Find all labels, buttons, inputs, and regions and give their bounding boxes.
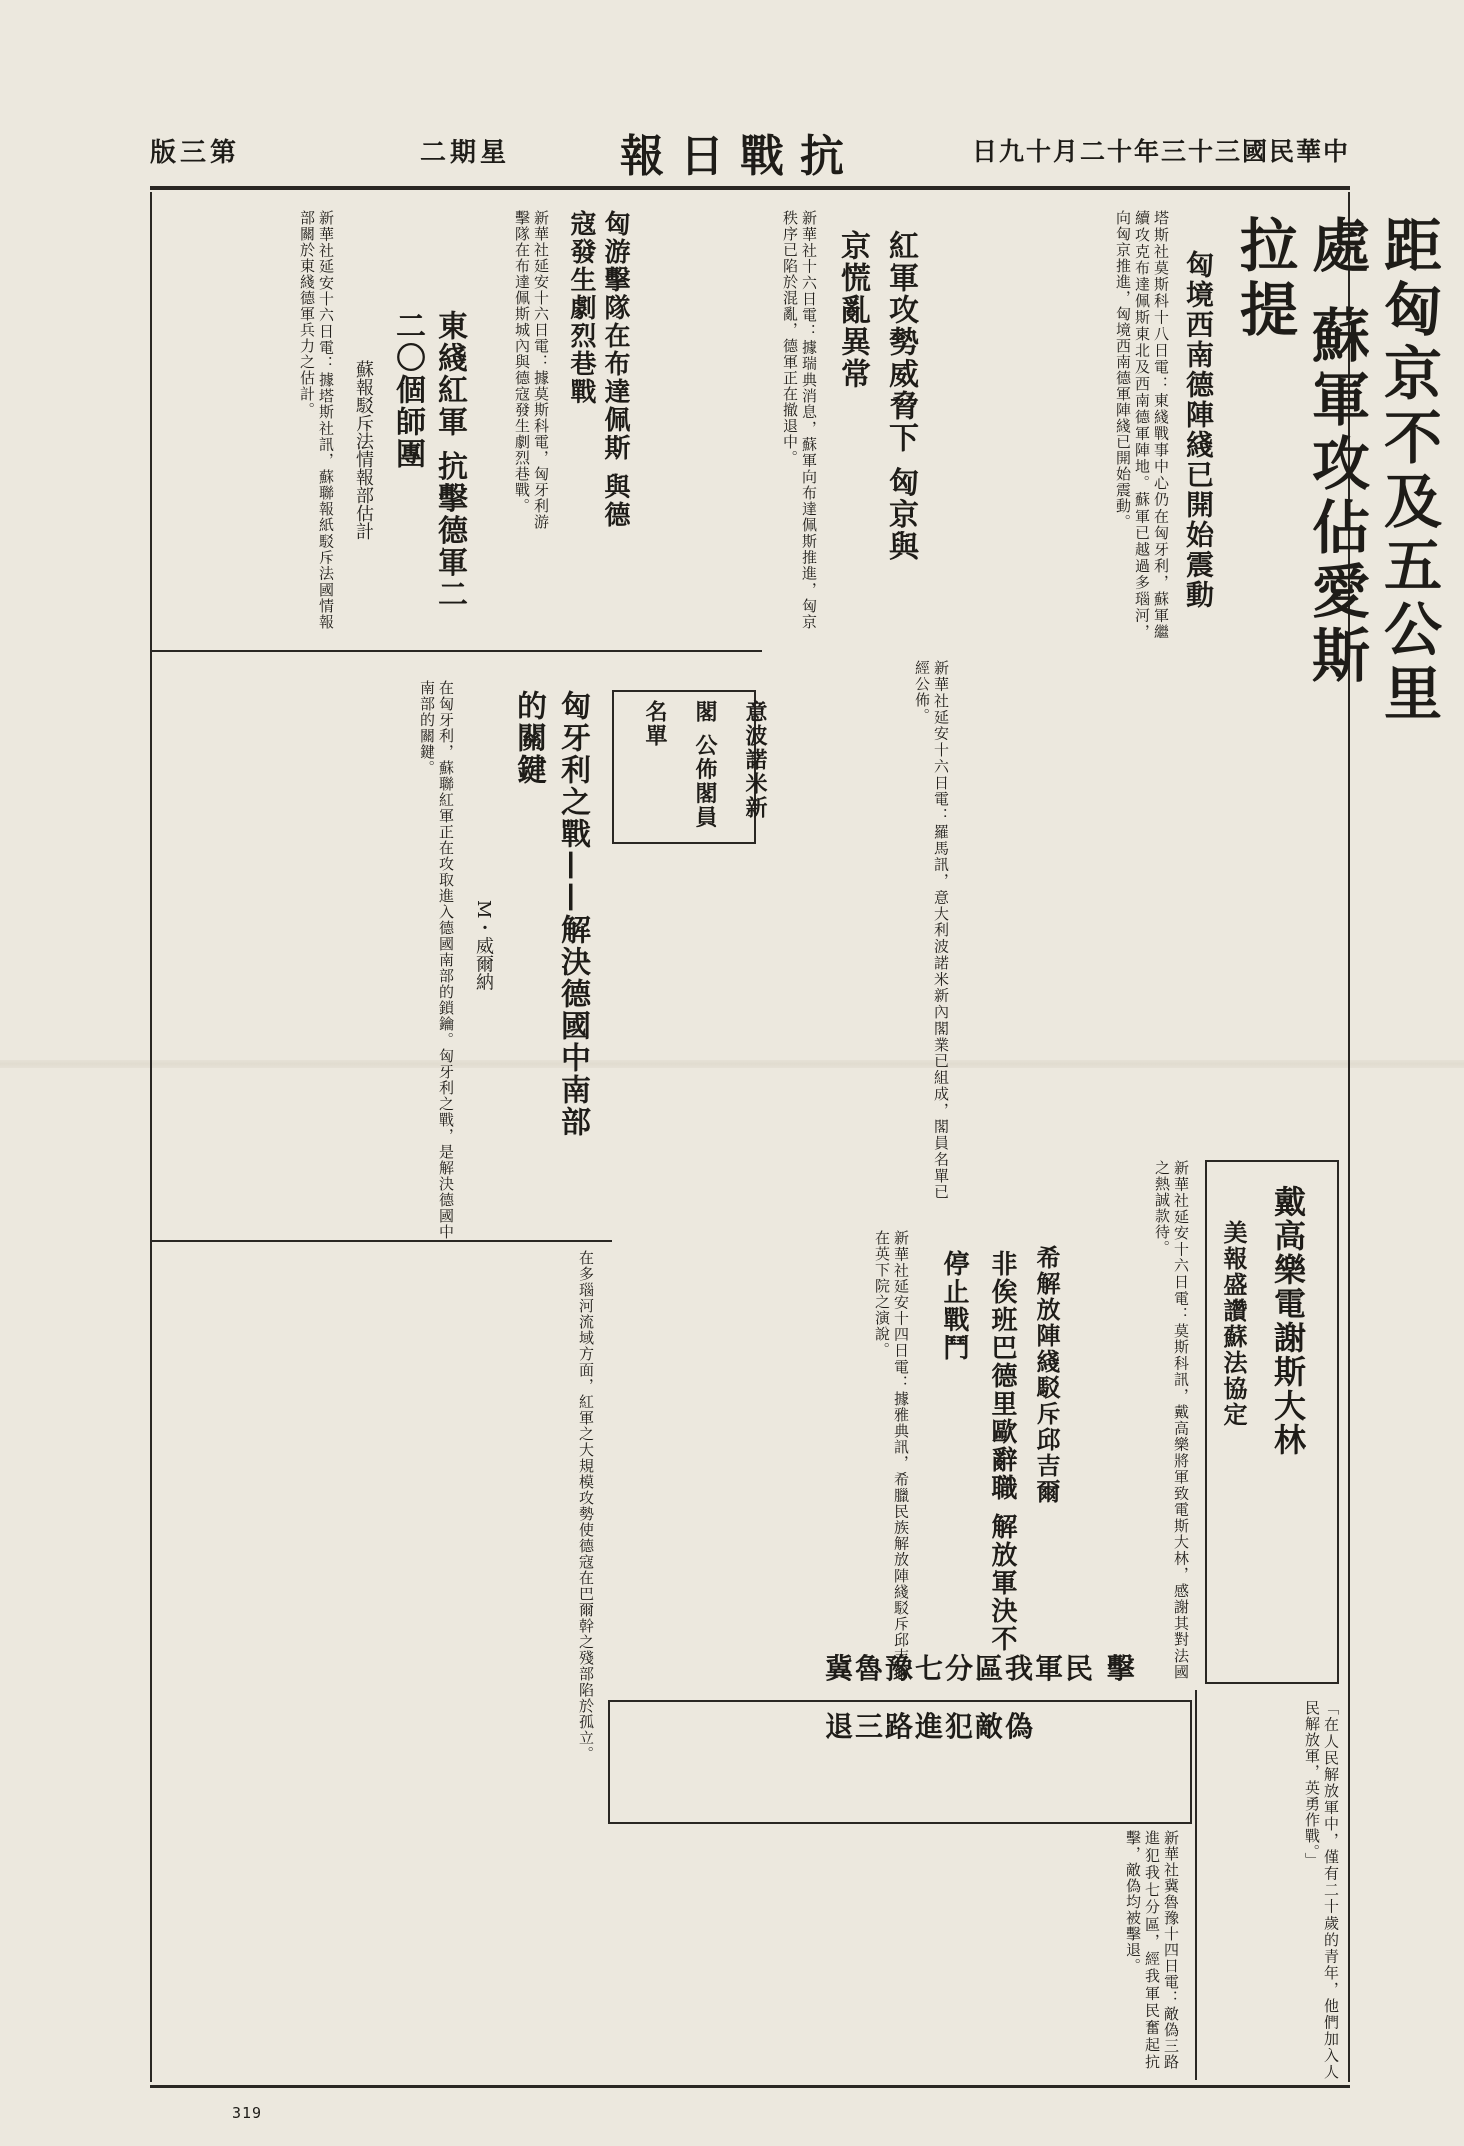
hungary-war-headline: 匈牙利之戰——解決德國中南部的關鍵 xyxy=(511,690,590,1138)
divider xyxy=(152,1240,612,1242)
dai-gaole-headline: 戴高樂電謝斯大林 xyxy=(1269,1185,1307,1457)
greece-subhead: 非俟班巴德里歐辭職 解放軍決不停止戰鬥 xyxy=(939,1250,1017,1654)
eastern-front-byline: 蘇報駁斥法情報部估計 xyxy=(353,360,374,540)
masthead-rule xyxy=(150,186,1350,190)
strategy-essay-body: 在多瑙河流域方面，紅軍之大規模攻勢使德寇在巴爾幹之殘部陷於孤立。 xyxy=(577,1250,595,1762)
italy-cabinet-body: 新華社延安十六日電：羅馬訊，意大利波諾米新內閣業已組成，閣員名單已經公佈。 xyxy=(913,660,950,1200)
date-line: 日九十月二十年三十三國民華中 xyxy=(971,137,1350,166)
greece-headline: 希解放陣綫駁斥邱吉爾 xyxy=(1032,1245,1061,1505)
newspaper-name: 報日戰抗 xyxy=(620,131,860,182)
eastern-front-headline: 東綫紅軍 抗擊德軍二二〇個師團 xyxy=(390,310,467,611)
eastern-front-body: 新華社延安十六日電：據塔斯社訊，蘇聯報紙駁斥法國情報部關於東綫德軍兵力之估計。 xyxy=(298,210,335,630)
greece-body: 新華社延安十四日電：據雅典訊，希臘民族解放陣綫駁斥邱吉爾在英下院之演說。 xyxy=(873,1230,910,1680)
hebei-body: 新華社冀魯豫十四日電：敵偽三路進犯我七分區，經我軍民奮起抗擊，敵偽均被擊退。 xyxy=(1124,1830,1180,2070)
guerrilla-headline: 匈游擊隊在布達佩斯 與德寇發生劇烈巷戰 xyxy=(566,210,630,530)
people-body: 「在人民解放軍中，僅有二十歲的青年，他們加入人民解放軍，英勇作戰。」 xyxy=(1303,1700,1340,2080)
italy-cabinet-headline: 意波諾米新閣 公佈閣員名單 xyxy=(642,700,768,830)
hungary-war-body: 在匈牙利，蘇聯紅軍正在攻取進入德國南部的鎖鑰。匈牙利之戰，是解決德國中南部的關鍵。 xyxy=(418,680,455,1240)
page-label: 版三第 xyxy=(150,138,241,168)
soviet-headline: 距匈京不及五公里處 蘇軍攻佔愛斯拉提 xyxy=(1230,215,1442,727)
bottom-rule xyxy=(150,2085,1350,2088)
dai-gaole-body: 新華社延安十六日電：莫斯科訊，戴高樂將軍致電斯大林，感謝其對法國之熱誠款待。 xyxy=(1153,1160,1190,1680)
guerrilla-body: 新華社延安十六日電：據莫斯科電，匈牙利游擊隊在布達佩斯城內與德寇發生劇烈巷戰。 xyxy=(513,210,550,530)
hungary-war-byline: M・威爾納 xyxy=(473,900,494,991)
red-army-body: 新華社十六日電：據瑞典消息，蘇軍向布達佩斯推進，匈京秩序已陷於混亂，德軍正在撤退中。 xyxy=(781,210,818,630)
soviet-subhead: 匈境西南德陣綫已開始震動 xyxy=(1182,250,1215,610)
divider xyxy=(1195,1690,1197,2080)
red-army-headline: 紅軍攻勢威脅下 匈京與京慌亂異常 xyxy=(835,230,918,563)
masthead xyxy=(150,118,1350,188)
weekday-label: 二期星 xyxy=(420,138,511,168)
soviet-body: 塔斯社莫斯科十八日電：東綫戰事中心仍在匈牙利，蘇軍繼續攻克布達佩斯東北及西南德軍陣地。蘇軍已越過多瑙河，向匈京推進，匈境西南德軍陣綫已開始震動。 xyxy=(1114,210,1170,640)
dai-gaole-subhead: 美報盛讚蘇法協定 xyxy=(1219,1220,1248,1428)
divider xyxy=(152,650,762,652)
page-number: 319 xyxy=(232,2104,263,2122)
hebei-headline: 冀魯豫七分區我軍民 擊退三路進犯敵偽 xyxy=(825,1652,1137,1743)
